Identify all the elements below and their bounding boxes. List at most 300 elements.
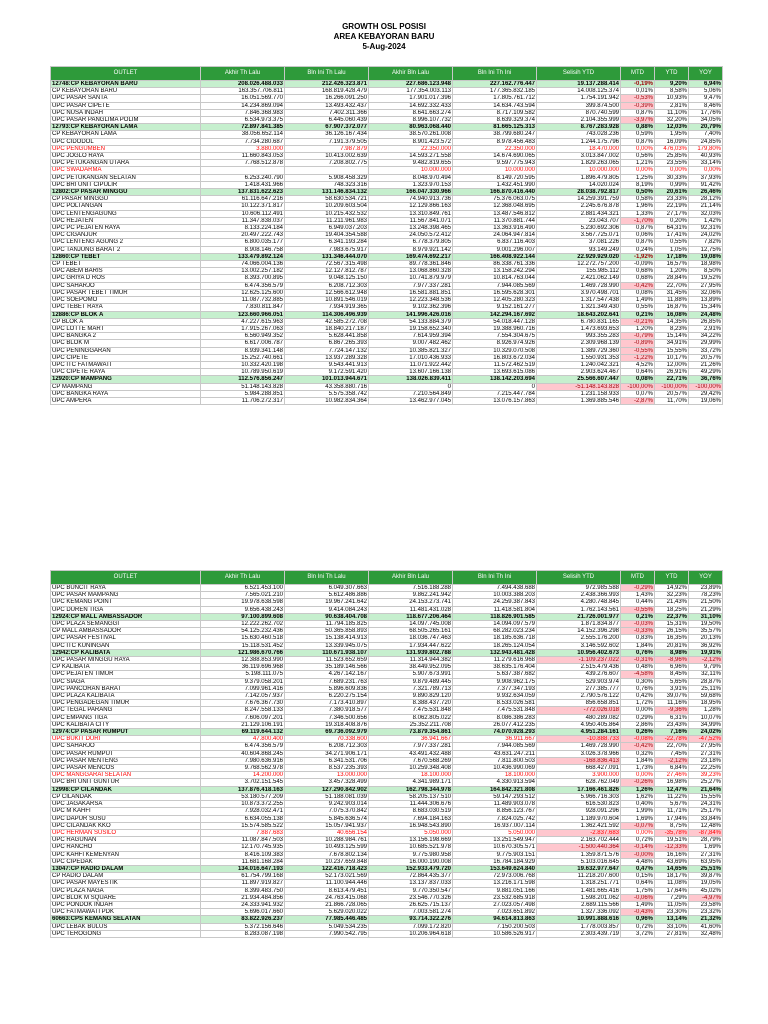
- cell-mtd: -1,92%: [621, 253, 655, 260]
- cell-bln-ini-th-lalu: 72.567.315.498: [285, 261, 369, 268]
- outlet-row: [51, 246, 723, 253]
- cell-mtd: 1,26%: [621, 786, 655, 793]
- cell-yoy: 22,25%: [689, 765, 723, 772]
- cell-akhir-th-lalu: 8.939.341.148: [201, 347, 285, 354]
- cell-bln-ini-th-lalu: 9.172.591.420: [285, 369, 369, 376]
- cell-selisih-ytd: 1.327.336.092: [537, 909, 621, 916]
- outlet-row: [51, 289, 723, 296]
- cell-akhir-bln-lalu: 72.864.435.377: [369, 873, 453, 880]
- cell-akhir-bln-lalu: 24.050.572.412: [369, 232, 453, 239]
- cell-akhir-bln-lalu: 13.156.198.669: [369, 837, 453, 844]
- cell-yoy: 33,14%: [689, 160, 723, 167]
- cell-bln-ini-th-ini: 38.635.176.404: [453, 664, 537, 671]
- cell-bln-ini-th-lalu: 10.891.546.019: [285, 297, 369, 304]
- cell-bln-ini-th-lalu: 9.543.441.913: [285, 361, 369, 368]
- cell-selisih-ytd: 2.309.968.139: [537, 340, 621, 347]
- cell-ytd: 17,94%: [655, 815, 689, 822]
- cell-outlet: UPC CILANDAK KKO: [51, 822, 201, 829]
- cell-outlet: CP TEBET: [51, 261, 201, 268]
- outlet-row: [51, 131, 723, 138]
- cell-akhir-bln-lalu: 10.259.348.408: [369, 765, 453, 772]
- group-row: [51, 311, 723, 318]
- cell-yoy: 45,02%: [689, 887, 723, 894]
- cell-yoy: 19,50%: [689, 621, 723, 628]
- cell-mtd: 1,73%: [621, 765, 655, 772]
- cell-yoy: 29,42%: [689, 390, 723, 397]
- cell-akhir-bln-lalu: 13.068.860.328: [369, 268, 453, 275]
- cell-bln-ini-th-lalu: 11.794.185.825: [285, 621, 369, 628]
- cell-outlet: UPC BUKIT DURI: [51, 736, 201, 743]
- cell-ytd: 64,31%: [655, 225, 689, 232]
- cell-yoy: 25,11%: [689, 685, 723, 692]
- cell-ytd: 0,00%: [655, 167, 689, 174]
- cell-akhir-th-lalu: 83.822.926.237: [201, 916, 285, 923]
- cell-mtd: 4,48%: [621, 858, 655, 865]
- cell-bln-ini-th-ini: 8.533.026.581: [453, 700, 537, 707]
- cell-akhir-bln-lalu: 16.948.543.890: [369, 822, 453, 829]
- cell-akhir-bln-lalu: 227.686.123.948: [369, 81, 453, 88]
- cell-ytd: 11,05%: [655, 901, 689, 908]
- cell-akhir-th-lalu: 12.170.745.935: [201, 844, 285, 851]
- column-header-selisih-ytd: Selisih YTD: [537, 67, 621, 81]
- cell-akhir-th-lalu: 15.630.460.518: [201, 635, 285, 642]
- cell-selisih-ytd: -51.148.143.828: [537, 383, 621, 390]
- cell-outlet: UPC PASAR MENTENG: [51, 757, 201, 764]
- cell-outlet: UPC SIAGA: [51, 678, 201, 685]
- cell-selisih-ytd: 18.643.202.641: [537, 311, 621, 318]
- cell-mtd: -0,55%: [621, 347, 655, 354]
- outlet-row: [51, 714, 723, 721]
- cell-akhir-bln-lalu: 93.714.322.276: [369, 916, 453, 923]
- cell-bln-ini-th-ini: 7.023.651.892: [453, 909, 537, 916]
- cell-yoy: 36,76%: [689, 376, 723, 383]
- cell-akhir-bln-lalu: 10.385.821.327: [369, 347, 453, 354]
- cell-akhir-bln-lalu: 18.036.747.463: [369, 635, 453, 642]
- cell-mtd: 1,75%: [621, 887, 655, 894]
- outlet-row: [51, 592, 723, 599]
- cell-mtd: 0,00%: [621, 145, 655, 152]
- cell-akhir-bln-lalu: 10.000.000: [369, 167, 453, 174]
- cell-bln-ini-th-ini: 1.432.451.990: [453, 181, 537, 188]
- cell-yoy: 12,48%: [689, 822, 723, 829]
- cell-outlet: 60663:CPS KEMANG SELATAN: [51, 916, 201, 923]
- cell-bln-ini-th-lalu: 13.339.945.075: [285, 642, 369, 649]
- cell-ytd: -100,00%: [655, 383, 689, 390]
- cell-outlet: UPC PASAR TEBET TIMUR: [51, 289, 201, 296]
- cell-selisih-ytd: 529.903.974: [537, 678, 621, 685]
- cell-mtd: 0,48%: [621, 664, 655, 671]
- cell-ytd: 31,45%: [655, 289, 689, 296]
- cell-ytd: 8,23%: [655, 325, 689, 332]
- cell-akhir-bln-lalu: 7.670.568.269: [369, 757, 453, 764]
- cell-ytd: 22,71%: [655, 376, 689, 383]
- cell-bln-ini-th-lalu: 7.689.231.763: [285, 678, 369, 685]
- cell-akhir-th-lalu: 10.606.112.491: [201, 210, 285, 217]
- cell-bln-ini-th-ini: 177.365.832.185: [453, 88, 537, 95]
- cell-bln-ini-th-ini: 24.064.947.814: [453, 232, 537, 239]
- cell-outlet: UPC BUNCIT RAYA: [51, 585, 201, 592]
- cell-yoy: 23,89%: [689, 585, 723, 592]
- cell-mtd: 1,99%: [621, 808, 655, 815]
- cell-mtd: 1,33%: [621, 210, 655, 217]
- cell-selisih-ytd: -168.836.413: [537, 757, 621, 764]
- cell-yoy: 18,98%: [689, 261, 723, 268]
- cell-akhir-bln-lalu: 89.778.361.846: [369, 261, 453, 268]
- cell-outlet: UPC PASAR PANGLIMA POLIM: [51, 117, 201, 124]
- cell-akhir-bln-lalu: 13.607.166.138: [369, 369, 453, 376]
- cell-akhir-bln-lalu: 38.570.261.008: [369, 131, 453, 138]
- cell-selisih-ytd: 2.515.479.436: [537, 664, 621, 671]
- cell-bln-ini-th-lalu: 114.306.496.939: [285, 311, 369, 318]
- cell-yoy: -4,97%: [689, 894, 723, 901]
- cell-akhir-bln-lalu: 9.102.362.396: [369, 304, 453, 311]
- cell-yoy: 41,60%: [689, 923, 723, 930]
- cell-yoy: 33,72%: [689, 347, 723, 354]
- cell-bln-ini-th-ini: 23.532.685.918: [453, 894, 537, 901]
- cell-ytd: 22,70%: [655, 743, 689, 750]
- cell-akhir-th-lalu: 9.379.058.201: [201, 678, 285, 685]
- cell-ytd: 25,85%: [655, 153, 689, 160]
- cell-akhir-bln-lalu: 9.862.241.942: [369, 592, 453, 599]
- cell-bln-ini-th-ini: 18.265.124.054: [453, 642, 537, 649]
- cell-bln-ini-th-ini: 38.799.680.247: [453, 131, 537, 138]
- cell-akhir-th-lalu: 5.198.111.075: [201, 671, 285, 678]
- cell-yoy: 1,69%: [689, 844, 723, 851]
- cell-yoy: 36,92%: [689, 642, 723, 649]
- outlet-row: [51, 678, 723, 685]
- cell-ytd: 12,03%: [655, 124, 689, 131]
- cell-bln-ini-th-ini: 13.363.916.490: [453, 225, 537, 232]
- cell-ytd: 0,55%: [655, 239, 689, 246]
- cell-yoy: 24,02%: [689, 232, 723, 239]
- cell-bln-ini-th-lalu: 11.100.944.446: [285, 880, 369, 887]
- cell-akhir-bln-lalu: 16.000.190.008: [369, 858, 453, 865]
- cell-outlet: UPC PASAR FESTIVAL: [51, 635, 201, 642]
- cell-akhir-bln-lalu: 7.614.959.394: [369, 333, 453, 340]
- cell-akhir-bln-lalu: 152.933.479.720: [369, 865, 453, 872]
- cell-ytd: 27,81%: [655, 930, 689, 937]
- cell-bln-ini-th-lalu: 77.985.446.485: [285, 916, 369, 923]
- cell-selisih-ytd: 1.469.728.990: [537, 282, 621, 289]
- cell-ytd: 3,91%: [655, 685, 689, 692]
- cell-akhir-bln-lalu: 22.350.000: [369, 145, 453, 152]
- outlet-row: [51, 217, 723, 224]
- cell-mtd: 1,84%: [621, 642, 655, 649]
- cell-outlet: UPC HERMAN SUSILO: [51, 829, 201, 836]
- cell-bln-ini-th-ini: 153.649.624.840: [453, 865, 537, 872]
- cell-ytd: 476,03%: [655, 145, 689, 152]
- cell-bln-ini-th-ini: 11.370.881.744: [453, 217, 537, 224]
- cell-yoy: 7,40%: [689, 131, 723, 138]
- cell-ytd: 6,84%: [655, 765, 689, 772]
- cell-mtd: 1,49%: [621, 901, 655, 908]
- cell-ytd: -8,96%: [655, 657, 689, 664]
- cell-akhir-th-lalu: 8.908.146.758: [201, 246, 285, 253]
- cell-akhir-bln-lalu: 58.205.137.510: [369, 793, 453, 800]
- column-header-akhir-th-lalu: Akhir Th Lalu: [201, 571, 285, 585]
- cell-akhir-th-lalu: 134.016.647.193: [201, 865, 285, 872]
- cell-akhir-th-lalu: 7.846.368.983: [201, 109, 285, 116]
- outlet-row: [51, 793, 723, 800]
- cell-ytd: 8,45%: [655, 671, 689, 678]
- group-row: [51, 613, 723, 620]
- cell-yoy: 13,89%: [689, 297, 723, 304]
- cell-akhir-th-lalu: 16.051.569.770: [201, 95, 285, 102]
- cell-bln-ini-th-ini: 13.693.615.086: [453, 369, 537, 376]
- cell-mtd: 0,24%: [621, 246, 655, 253]
- cell-akhir-th-lalu: 8.133.224.184: [201, 225, 285, 232]
- cell-outlet: UPC M KAHFI: [51, 808, 201, 815]
- cell-akhir-th-lalu: 11.660.843.053: [201, 153, 285, 160]
- cell-selisih-ytd: 399.874.500: [537, 102, 621, 109]
- outlet-row: [51, 685, 723, 692]
- outlet-row: [51, 210, 723, 217]
- cell-akhir-th-lalu: 137.876.418.163: [201, 786, 285, 793]
- cell-ytd: 0,99%: [655, 181, 689, 188]
- cell-mtd: 1,20%: [621, 325, 655, 332]
- cell-yoy: 21,29%: [689, 606, 723, 613]
- cell-akhir-bln-lalu: 8.901.423.572: [369, 138, 453, 145]
- cell-bln-ini-th-lalu: 16.266.091.250: [285, 95, 369, 102]
- cell-akhir-th-lalu: 208.026.488.033: [201, 81, 285, 88]
- cell-outlet: 12748:CP KEBAYORAN BARU: [51, 81, 201, 88]
- cell-akhir-th-lalu: 7.565.021.210: [201, 592, 285, 599]
- cell-outlet: UPC PASAR RUMPUT: [51, 750, 201, 757]
- cell-selisih-ytd: 1.469.728.990: [537, 743, 621, 750]
- group-row: [51, 253, 723, 260]
- cell-selisih-ytd: 3.567.725.071: [537, 232, 621, 239]
- cell-ytd: 15,14%: [655, 333, 689, 340]
- cell-selisih-ytd: 3.900.000: [537, 772, 621, 779]
- cell-akhir-bln-lalu: 7.475.531.848: [369, 707, 453, 714]
- header-row: [51, 67, 723, 81]
- cell-bln-ini-th-ini: 10.003.388.203: [453, 592, 537, 599]
- cell-bln-ini-th-ini: 11.418.581.804: [453, 606, 537, 613]
- cell-yoy: 23,18%: [689, 757, 723, 764]
- cell-outlet: UPC PANCORAN BARAT: [51, 685, 201, 692]
- cell-akhir-th-lalu: 7.142.057.937: [201, 693, 285, 700]
- cell-outlet: UPC LEBAK BULUS: [51, 923, 201, 930]
- cell-akhir-bln-lalu: 8.388.437.720: [369, 700, 453, 707]
- cell-mtd: 0,29%: [621, 714, 655, 721]
- cell-bln-ini-th-lalu: 10.288.984.761: [285, 837, 369, 844]
- cell-akhir-bln-lalu: 7.099.172.820: [369, 923, 453, 930]
- cell-selisih-ytd: 1.189.970.604: [537, 815, 621, 822]
- cell-bln-ini-th-lalu: 34.271.906.171: [285, 750, 369, 757]
- cell-ytd: 32,20%: [655, 117, 689, 124]
- cell-yoy: 9,47%: [689, 95, 723, 102]
- cell-akhir-bln-lalu: 17.901.017.396: [369, 95, 453, 102]
- outlet-row: [51, 664, 723, 671]
- cell-ytd: 1,20%: [655, 268, 689, 275]
- cell-yoy: 92,31%: [689, 225, 723, 232]
- cell-outlet: UPC PASAR MAYESTIK: [51, 880, 201, 887]
- cell-bln-ini-th-ini: 10.670.305.571: [453, 844, 537, 851]
- cell-mtd: 0,72%: [621, 837, 655, 844]
- cell-bln-ini-th-ini: 0: [453, 383, 537, 390]
- outlet-row: [51, 851, 723, 858]
- cell-bln-ini-th-ini: 81.665.125.313: [453, 124, 537, 131]
- cell-ytd: 27,17%: [655, 210, 689, 217]
- cell-mtd: 1,84%: [621, 757, 655, 764]
- cell-bln-ini-th-ini: 9.597.775.943: [453, 160, 537, 167]
- cell-akhir-th-lalu: 123.660.966.051: [201, 311, 285, 318]
- cell-bln-ini-th-ini: 16.595.628.301: [453, 289, 537, 296]
- cell-selisih-ytd: 1.550.931.353: [537, 354, 621, 361]
- outlet-row: [51, 635, 723, 642]
- cell-akhir-bln-lalu: 10.685.521.978: [369, 844, 453, 851]
- cell-mtd: 1,49%: [621, 297, 655, 304]
- cell-yoy: 21,64%: [689, 786, 723, 793]
- cell-ytd: 26,91%: [655, 369, 689, 376]
- cell-bln-ini-th-ini: 14.674.690.065: [453, 153, 537, 160]
- cell-akhir-th-lalu: 15.252.740.661: [201, 354, 285, 361]
- cell-bln-ini-th-lalu: 101.013.944.671: [285, 376, 369, 383]
- cell-yoy: 59,68%: [689, 693, 723, 700]
- cell-yoy: 20,57%: [689, 354, 723, 361]
- outlet-row: [51, 901, 723, 908]
- cell-yoy: 26,85%: [689, 318, 723, 325]
- cell-bln-ini-th-lalu: 748.323.316: [285, 181, 369, 188]
- cell-yoy: 24,85%: [689, 138, 723, 145]
- cell-akhir-th-lalu: 7.606.097.201: [201, 714, 285, 721]
- outlet-row: [51, 340, 723, 347]
- cell-akhir-bln-lalu: 162.798.344.978: [369, 786, 453, 793]
- outlet-row: [51, 282, 723, 289]
- cell-mtd: -1,70%: [621, 217, 655, 224]
- cell-selisih-ytd: 10.000.000: [537, 167, 621, 174]
- cell-outlet: UPC JAGAKARSA: [51, 801, 201, 808]
- cell-mtd: 4,52%: [621, 361, 655, 368]
- cell-akhir-bln-lalu: 12.129.866.163: [369, 203, 453, 210]
- cell-bln-ini-th-ini: 7.215.447.784: [453, 390, 537, 397]
- group-row: [51, 865, 723, 872]
- cell-ytd: 18,25%: [655, 606, 689, 613]
- cell-mtd: 0,00%: [621, 707, 655, 714]
- cell-bln-ini-th-lalu: 10.493.125.599: [285, 844, 369, 851]
- cell-mtd: 0,68%: [621, 268, 655, 275]
- cell-ytd: 21,43%: [655, 599, 689, 606]
- cell-yoy: 27,31%: [689, 750, 723, 757]
- outlet-row: [51, 225, 723, 232]
- cell-bln-ini-th-ini: 54.018.447.128: [453, 318, 537, 325]
- cell-akhir-bln-lalu: 8.979.921.142: [369, 246, 453, 253]
- cell-outlet: UPC PETUKANGAN UTARA: [51, 160, 201, 167]
- cell-bln-ini-th-ini: 164.842.321.808: [453, 786, 537, 793]
- cell-yoy: 1,28%: [689, 707, 723, 714]
- cell-akhir-bln-lalu: 4.341.989.171: [369, 779, 453, 786]
- cell-bln-ini-th-ini: 7.377.347.193: [453, 685, 537, 692]
- cell-bln-ini-th-lalu: [285, 167, 369, 174]
- cell-ytd: 11,88%: [655, 297, 689, 304]
- cell-outlet: UPC POLTANGAN: [51, 203, 201, 210]
- cell-akhir-th-lalu: 8.247.558.133: [201, 707, 285, 714]
- cell-akhir-bln-lalu: 74.940.913.736: [369, 196, 453, 203]
- cell-outlet: CP CILANDAK: [51, 793, 201, 800]
- cell-bln-ini-th-lalu: 43.358.880.716: [285, 383, 369, 390]
- cell-outlet: UPC PLAZA SEMANGGI: [51, 621, 201, 628]
- cell-ytd: 12,47%: [655, 786, 689, 793]
- cell-bln-ini-th-lalu: 19.318.408.876: [285, 721, 369, 728]
- cell-akhir-th-lalu: 40.604.868.245: [201, 750, 285, 757]
- cell-ytd: 9,20%: [655, 81, 689, 88]
- column-header-bln-ini-th-ini: Bln Ini Th Ini: [453, 67, 537, 81]
- cell-bln-ini-th-ini: 16.784.184.929: [453, 858, 537, 865]
- cell-selisih-ytd: 616.530.823: [537, 801, 621, 808]
- cell-mtd: 0,88%: [621, 124, 655, 131]
- cell-akhir-th-lalu: 36.119.696.968: [201, 664, 285, 671]
- cell-selisih-ytd: 3.970.498.701: [537, 289, 621, 296]
- cell-yoy: 5,06%: [689, 88, 723, 95]
- cell-akhir-th-lalu: 11.347.838.037: [201, 217, 285, 224]
- cell-akhir-bln-lalu: 13.248.398.465: [369, 225, 453, 232]
- growth-table-2: [50, 570, 723, 938]
- outlet-row: [51, 333, 723, 340]
- outlet-row: [51, 693, 723, 700]
- cell-yoy: 9,79%: [689, 664, 723, 671]
- cell-akhir-th-lalu: 9.768.562.978: [201, 765, 285, 772]
- cell-akhir-bln-lalu: 26.625.715.137: [369, 901, 453, 908]
- cell-bln-ini-th-lalu: 21.866.728.065: [285, 901, 369, 908]
- outlet-row: [51, 167, 723, 174]
- cell-ytd: 20,61%: [655, 189, 689, 196]
- cell-outlet: UPC TANJUNG BARAT 2: [51, 246, 201, 253]
- cell-akhir-bln-lalu: 7.003.581.274: [369, 909, 453, 916]
- cell-akhir-bln-lalu: 10.741.879.979: [369, 275, 453, 282]
- cell-ytd: 6,31%: [655, 714, 689, 721]
- cell-mtd: 1,69%: [621, 815, 655, 822]
- cell-yoy: 7,82%: [689, 239, 723, 246]
- cell-bln-ini-th-lalu: 6.341.531.706: [285, 757, 369, 764]
- cell-akhir-th-lalu: 8.416.109.383: [201, 851, 285, 858]
- cell-yoy: 33,84%: [689, 815, 723, 822]
- outlet-row: [51, 736, 723, 743]
- cell-selisih-ytd: 3.146.592.602: [537, 642, 621, 649]
- cell-bln-ini-th-lalu: 13.000.000: [285, 772, 369, 779]
- cell-yoy: 26,46%: [689, 189, 723, 196]
- cell-outlet: UPC RAGUNAN: [51, 837, 201, 844]
- cell-bln-ini-th-ini: 12.368.048.695: [453, 203, 537, 210]
- cell-bln-ini-th-ini: 10.814.763.044: [453, 275, 537, 282]
- cell-outlet: UPC PENINGGARAN: [51, 347, 201, 354]
- cell-selisih-ytd: 1.778.003.857: [537, 923, 621, 930]
- cell-mtd: 0,87%: [621, 225, 655, 232]
- cell-akhir-th-lalu: 112.576.856.247: [201, 376, 285, 383]
- cell-akhir-bln-lalu: 73.879.354.861: [369, 729, 453, 736]
- cell-yoy: 27,95%: [689, 743, 723, 750]
- cell-ytd: 20,81%: [655, 642, 689, 649]
- cell-bln-ini-th-ini: 5.050.000: [453, 829, 537, 836]
- cell-outlet: UPC REJATEN: [51, 217, 201, 224]
- cell-mtd: -0,42%: [621, 282, 655, 289]
- cell-yoy: 91,42%: [689, 181, 723, 188]
- cell-bln-ini-th-lalu: 5.908.458.329: [285, 174, 369, 181]
- cell-bln-ini-th-ini: 10.000.000: [453, 167, 537, 174]
- cell-ytd: 28,84%: [655, 275, 689, 282]
- cell-bln-ini-th-lalu: 35.189.146.566: [285, 664, 369, 671]
- cell-ytd: 2,81%: [655, 102, 689, 109]
- cell-bln-ini-th-ini: 24.259.387.843: [453, 599, 537, 606]
- cell-akhir-bln-lalu: 13.137.837.033: [369, 880, 453, 887]
- cell-bln-ini-th-lalu: 69.736.092.979: [285, 729, 369, 736]
- outlet-row: [51, 138, 723, 145]
- cell-akhir-th-lalu: 17.915.267.063: [201, 325, 285, 332]
- outlet-row: [51, 707, 723, 714]
- outlet-row: [51, 628, 723, 635]
- cell-ytd: 11,22%: [655, 793, 689, 800]
- cell-selisih-ytd: 3.013.847.002: [537, 153, 621, 160]
- cell-yoy: -47,52%: [689, 736, 723, 743]
